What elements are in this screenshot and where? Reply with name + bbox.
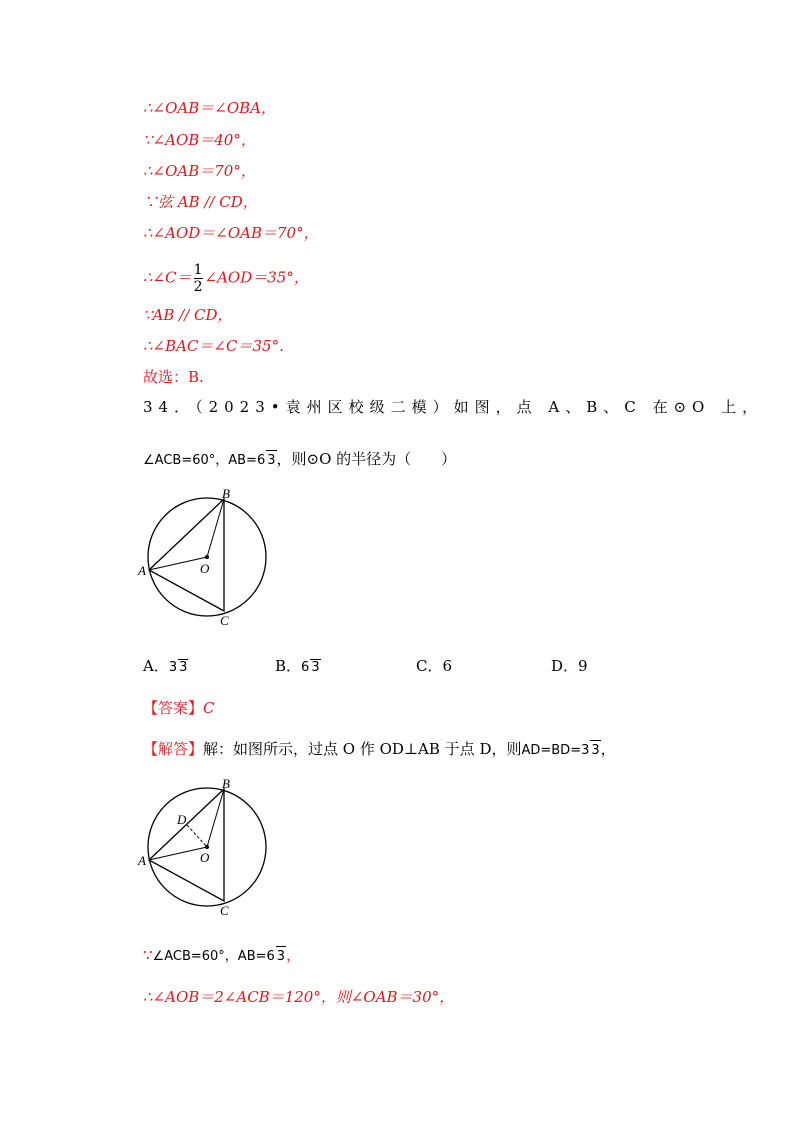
analysis-eq: AD=BD=3 xyxy=(521,743,590,758)
because-symbol: ∵ xyxy=(143,946,153,964)
condition-angle: ∠ACB=60°，AB=6 xyxy=(143,453,266,468)
solution-conclusion: 故选：B. xyxy=(143,368,204,386)
solution-line: ∵弦 AB // CD， xyxy=(143,193,258,211)
option-b-coef: 6 xyxy=(301,660,310,675)
question-condition xyxy=(143,449,456,471)
solution-line: ∴∠AOD＝∠OAB＝70°， xyxy=(143,224,319,242)
solution-line xyxy=(143,262,309,295)
condition-ask: ，则⊙O 的半径为（ ） xyxy=(276,450,457,468)
analysis-text: 解：如图所示，过点 O 作 OD⊥AB 于点 D，则 xyxy=(203,740,522,758)
solution-line: ∴∠OAB＝70°， xyxy=(143,162,256,180)
label-o: O xyxy=(200,561,210,576)
analysis-tag: 【解答】 xyxy=(143,740,204,758)
step-end: ， xyxy=(286,946,302,964)
solution-line: ∴∠BAC＝∠C＝35°. xyxy=(143,337,284,355)
solution-line: ∵AB // CD， xyxy=(143,306,233,324)
label-b: B xyxy=(222,486,230,501)
center-point xyxy=(205,845,209,849)
step-line xyxy=(143,945,301,967)
label-c: C xyxy=(220,613,229,628)
fraction-one-half xyxy=(194,262,203,295)
label-c: C xyxy=(220,903,229,918)
segment-od xyxy=(187,825,207,847)
analysis-radicand: 3 xyxy=(590,740,600,761)
answer-line xyxy=(143,698,215,718)
step-line: ∴∠AOB＝2∠ACB＝120°，则∠OAB＝30°， xyxy=(143,988,455,1006)
circle-figure-with-d xyxy=(130,770,290,920)
option-c: C．6 xyxy=(416,657,453,675)
sqrt-radicand: 3 xyxy=(266,450,276,471)
segment-ao xyxy=(149,557,207,570)
fraction-numerator: 1 xyxy=(193,262,203,278)
solution-line: ∵∠AOB＝40°， xyxy=(143,131,256,149)
option-a-radicand: 3 xyxy=(179,660,188,675)
answer-tag: 【答案】 xyxy=(143,699,204,717)
step-radicand: 3 xyxy=(276,946,286,967)
circle-figure xyxy=(130,480,290,630)
option-b-radicand: 3 xyxy=(311,660,320,675)
option-d: D．9 xyxy=(551,657,588,675)
segment-ao xyxy=(149,847,207,860)
option-a-label: A． xyxy=(143,657,169,675)
label-b: B xyxy=(222,776,230,791)
label-o: O xyxy=(200,850,210,865)
analysis-line xyxy=(143,739,616,761)
question-title: 34．（2023•袁州区校级二模）如图，点 A、B、C 在⊙O 上， xyxy=(143,398,764,416)
step-condition: ∠ACB=60°，AB=6 xyxy=(152,949,275,964)
label-a: A xyxy=(138,853,146,868)
label-a: A xyxy=(138,563,146,578)
answer-value: C xyxy=(203,699,215,717)
solution-line-suffix: ∠AOD＝35°， xyxy=(204,268,309,287)
label-d: D xyxy=(177,812,187,827)
option-b xyxy=(275,655,321,676)
analysis-end: ， xyxy=(600,740,616,758)
solution-line-prefix: ∴∠C＝ xyxy=(143,268,192,287)
triangle-abc xyxy=(149,789,224,901)
triangle-abc xyxy=(149,499,224,611)
option-b-label: B． xyxy=(275,657,302,675)
option-a-coef: 3 xyxy=(168,660,178,675)
solution-line: ∴∠OAB＝∠OBA， xyxy=(143,99,276,117)
option-a xyxy=(143,655,188,676)
fraction-denominator: 2 xyxy=(193,279,203,295)
center-point xyxy=(205,555,209,559)
